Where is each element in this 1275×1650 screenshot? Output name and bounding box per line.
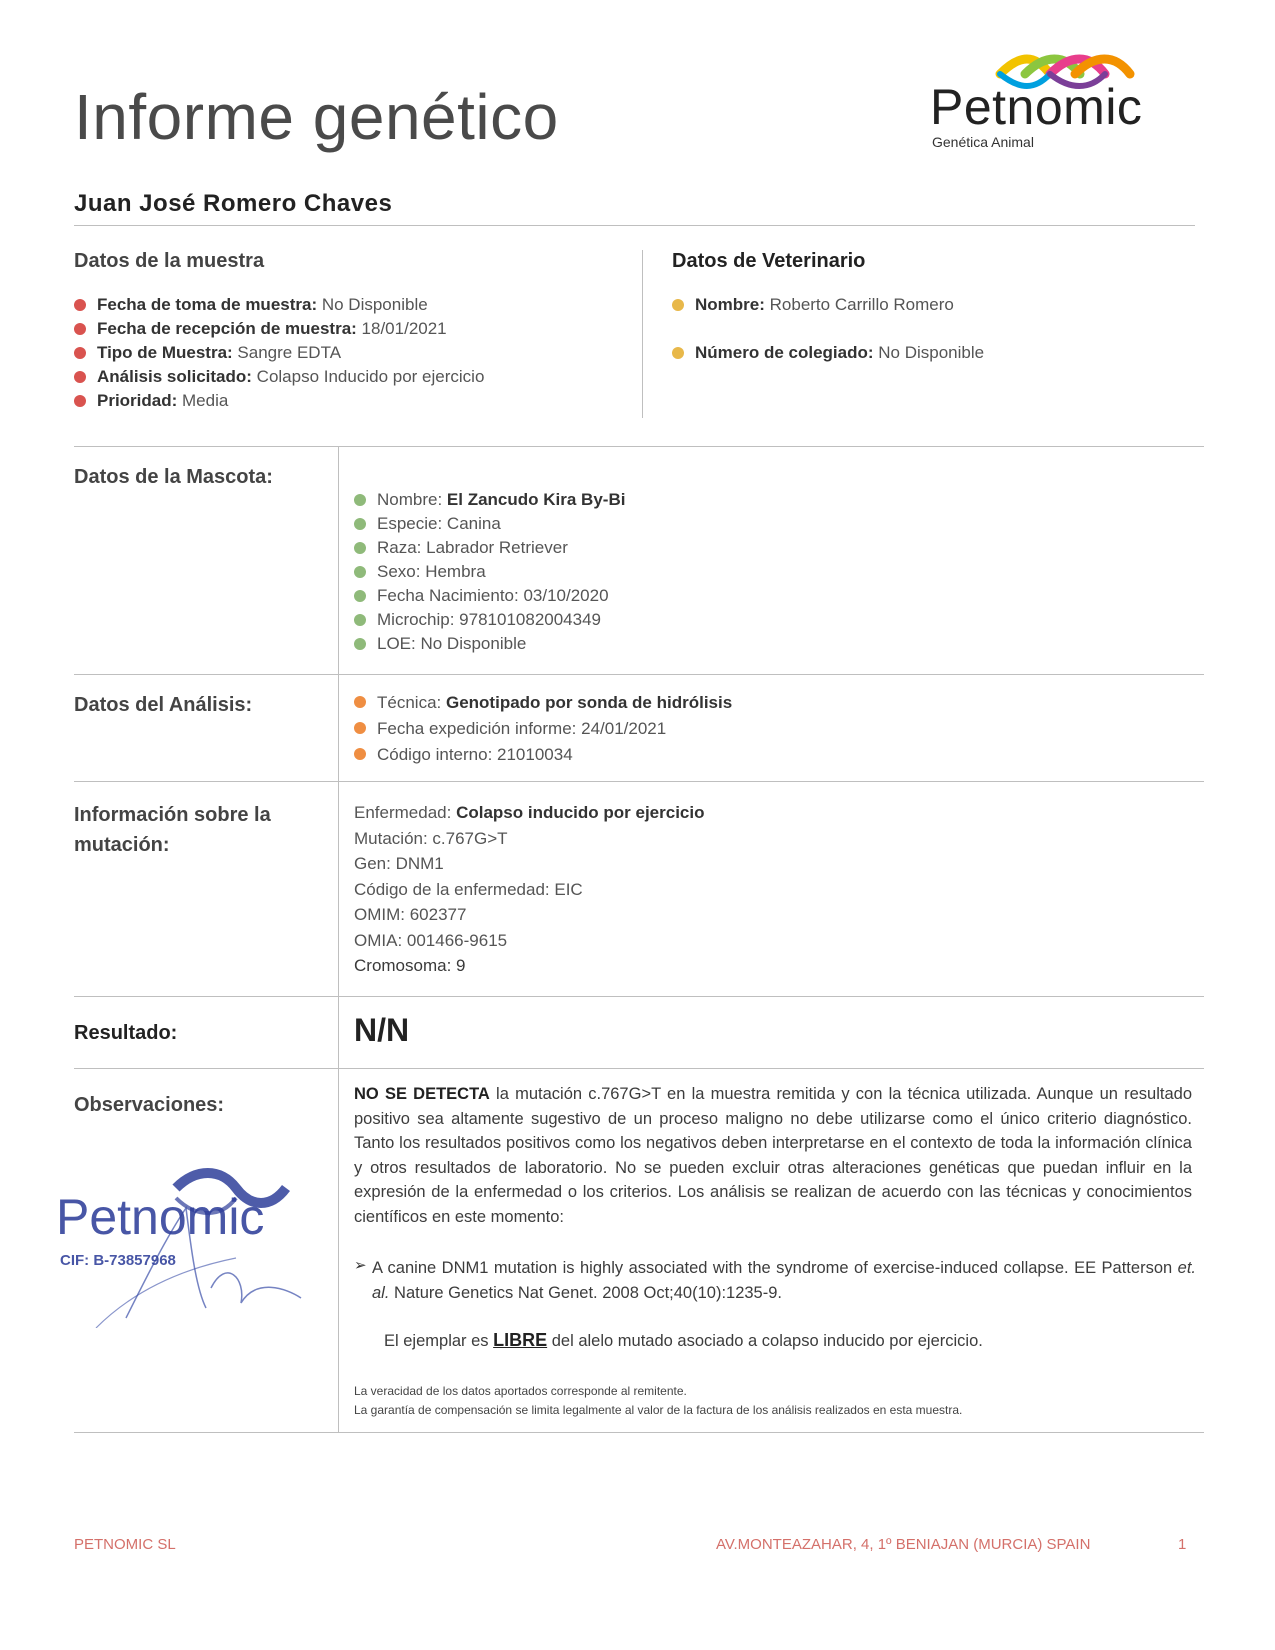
libre-suffix: del alelo mutado asociado a colapso inducido por ejercicio.	[547, 1332, 983, 1350]
list-item	[354, 742, 732, 768]
bullet-icon	[354, 590, 366, 602]
item-text: Especie: Canina	[377, 514, 501, 533]
omim-line: OMIM: 602377	[354, 905, 467, 924]
bullet-icon	[672, 347, 684, 359]
not-detected-label: NO SE DETECTA	[354, 1085, 490, 1103]
bullet-icon	[74, 347, 86, 359]
pet-list	[354, 488, 625, 656]
item-label: Número de colegiado:	[695, 343, 874, 362]
item-value: No Disponible	[317, 295, 428, 314]
footer-company: PETNOMIC SL	[74, 1536, 176, 1553]
list-item	[354, 690, 732, 716]
item-label: Técnica:	[377, 693, 446, 712]
vet-heading: Datos de Veterinario	[672, 250, 866, 272]
mutation-heading-line1: Información sobre la	[74, 804, 271, 826]
observations-heading: Observaciones:	[74, 1094, 225, 1116]
disease-label: Enfermedad:	[354, 803, 457, 822]
item-label: Análisis solicitado:	[97, 367, 252, 386]
list-item	[672, 341, 1192, 365]
bullet-icon	[354, 542, 366, 554]
bullet-icon	[354, 696, 366, 708]
mutation-heading	[74, 800, 271, 860]
disease-line	[354, 800, 705, 826]
list-item	[74, 317, 634, 341]
list-item	[354, 488, 625, 512]
reference-part: Nature Genetics Nat Genet. 2008 Oct;40(10):1235-9.	[389, 1283, 782, 1302]
table-divider	[74, 781, 1204, 782]
company-stamp	[56, 1168, 326, 1328]
item-value: Media	[177, 391, 229, 410]
list-item	[354, 632, 625, 656]
item-text: Sexo: Hembra	[377, 562, 486, 581]
list-item	[354, 512, 625, 536]
stamp-cif: CIF: B-73857968	[60, 1252, 176, 1269]
item-label: Fecha de toma de muestra:	[97, 295, 318, 314]
list-item	[354, 716, 732, 742]
item-text: Raza: Labrador Retriever	[377, 538, 568, 557]
sample-list	[74, 293, 634, 413]
observations-paragraph	[354, 1082, 1192, 1229]
gene-line: Gen: DNM1	[354, 854, 444, 873]
libre-prefix: El ejemplar es	[384, 1332, 494, 1350]
bullet-icon	[672, 299, 684, 311]
result-value: N/N	[354, 1012, 410, 1048]
petnomic-logo	[930, 52, 1200, 162]
mutation-line: Mutación: c.767G>T	[354, 828, 508, 848]
bullet-icon	[74, 395, 86, 407]
reference-bullet-icon: ➢	[354, 1257, 367, 1274]
list-item	[354, 608, 625, 632]
item-text: Fecha expedición informe: 24/01/2021	[377, 719, 667, 738]
logo-wordmark: Petnomic	[930, 79, 1143, 135]
item-text: Código interno: 21010034	[377, 745, 573, 764]
stamp-word: Petnomic	[56, 1189, 265, 1245]
reference-part: A canine DNM1 mutation is highly associated with the syndrome of exercise-induced collapse. EE Patterson	[372, 1259, 1178, 1277]
item-value: Roberto Carrillo Romero	[764, 295, 954, 314]
omia-line: OMIA: 001466-9615	[354, 930, 508, 950]
item-text: Microchip: 978101082004349	[377, 610, 602, 629]
page-title: Informe genético	[74, 81, 559, 153]
page-number: 1	[1178, 1536, 1187, 1553]
item-label: Prioridad:	[97, 391, 178, 410]
disease-code-line: Código de la enfermedad: EIC	[354, 879, 583, 899]
list-item	[672, 293, 1192, 317]
reference-text	[372, 1256, 1196, 1305]
list-item	[74, 389, 634, 413]
result-heading: Resultado:	[74, 1022, 178, 1044]
item-text: Fecha Nacimiento: 03/10/2020	[377, 586, 609, 605]
column-divider	[642, 250, 643, 418]
item-label: Fecha de recepción de muestra:	[97, 319, 357, 338]
divider	[74, 225, 1195, 226]
sample-section	[74, 250, 634, 413]
list-item	[354, 584, 625, 608]
table-divider	[74, 446, 1204, 447]
bullet-icon	[354, 614, 366, 626]
item-label: Nombre:	[695, 295, 765, 314]
bullet-icon	[354, 566, 366, 578]
bullet-icon	[354, 638, 366, 650]
observations-text: la mutación c.767G>T en la muestra remitida y con la técnica utilizada. Aunque un resultado positivo sea altamente sugestivo de un proceso maligno no debe utilizarse como el único criterio diagnóstico. Tanto los resultados positivos como los negativos deben interpretarse en el contexto de toda la información clínica y otros resultados de laboratorio. No se pueden excluir otras alteraciones genéticas que puedan influir en la expresión de la enfermedad o los criterios. Los análisis se realizan de acuerdo con las técnicas y conocimientos científicos en este momento:	[354, 1085, 1192, 1226]
list-item	[354, 536, 625, 560]
logo-subtitle: Genética Animal	[932, 134, 1034, 150]
list-item	[74, 293, 634, 317]
table-divider	[74, 1432, 1204, 1433]
sample-heading: Datos de la muestra	[74, 250, 265, 272]
bullet-icon	[74, 323, 86, 335]
footer-address: AV.MONTEAZAHAR, 4, 1º BENIAJAN (MURCIA) SPAIN	[716, 1536, 1091, 1553]
table-column-divider	[338, 446, 339, 1432]
mutation-heading-line2: mutación:	[74, 834, 170, 856]
list-item	[74, 365, 634, 389]
libre-statement	[384, 1330, 983, 1351]
item-text: LOE: No Disponible	[377, 634, 527, 653]
item-value: 18/01/2021	[356, 319, 447, 338]
bullet-icon	[354, 494, 366, 506]
vet-list	[672, 293, 1192, 365]
table-divider	[74, 674, 1204, 675]
list-item	[354, 560, 625, 584]
analysis-list	[354, 690, 732, 768]
bullet-icon	[74, 371, 86, 383]
disclaimer-2: La garantía de compensación se limita legalmente al valor de la factura de los análisis realizados en esta muestra.	[354, 1403, 963, 1417]
disclaimer-1: La veracidad de los datos aportados corresponde al remitente.	[354, 1384, 687, 1398]
item-value: No Disponible	[873, 343, 985, 362]
bullet-icon	[354, 518, 366, 530]
item-label: Tipo de Muestra:	[97, 343, 233, 362]
item-value: Colapso Inducido por ejercicio	[251, 367, 485, 386]
list-item	[74, 341, 634, 365]
item-value: Sangre EDTA	[232, 343, 342, 362]
owner-name: Juan José Romero Chaves	[74, 190, 393, 217]
disease-value: Colapso inducido por ejercicio	[456, 803, 705, 822]
bullet-icon	[354, 722, 366, 734]
bullet-icon	[74, 299, 86, 311]
pet-heading: Datos de la Mascota:	[74, 466, 273, 488]
analysis-heading: Datos del Análisis:	[74, 694, 253, 716]
item-label: Nombre:	[377, 490, 447, 509]
mutation-info	[354, 800, 705, 979]
table-divider	[74, 1068, 1204, 1069]
pet-name: El Zancudo Kira By-Bi	[446, 490, 626, 509]
chromosome-line: Cromosoma: 9	[354, 956, 466, 975]
table-divider	[74, 996, 1204, 997]
reference-italic: et. al.	[372, 1259, 1196, 1302]
technique-value: Genotipado por sonda de hidrólisis	[445, 693, 733, 712]
libre-word: LIBRE	[493, 1330, 548, 1350]
vet-section	[672, 250, 1192, 365]
bullet-icon	[354, 748, 366, 760]
